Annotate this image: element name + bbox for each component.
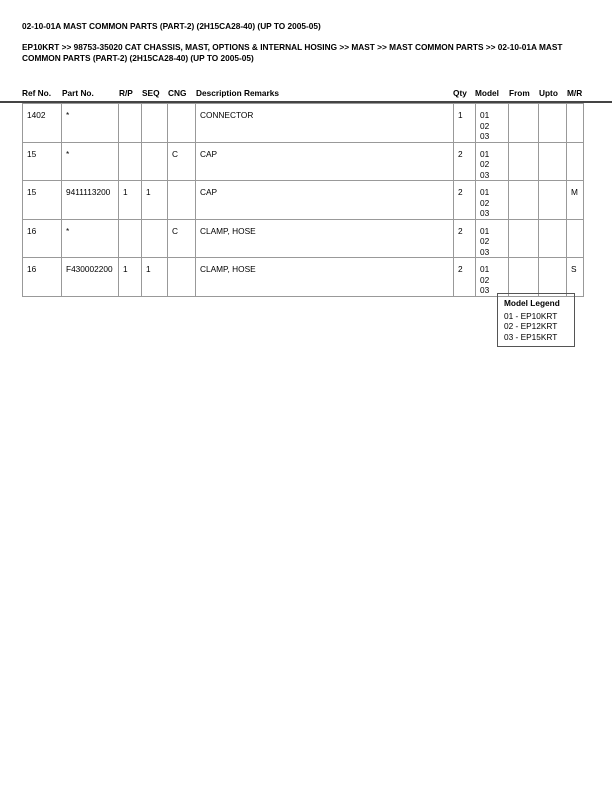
page-title: 02-10-01A MAST COMMON PARTS (PART-2) (2H15CA28-40) (UP TO 2005-05) xyxy=(22,21,321,31)
cell-part: * xyxy=(62,142,119,181)
cell-upto xyxy=(539,142,567,181)
legend-item: 03 - EP15KRT xyxy=(504,331,558,342)
col-header-upto: Upto xyxy=(539,88,558,98)
col-header-rp: R/P xyxy=(119,88,133,98)
table-row xyxy=(23,181,584,220)
cell-mr xyxy=(567,142,584,181)
col-header-from: From xyxy=(509,88,530,98)
cell-seq xyxy=(142,219,168,258)
cell-rp: 1 xyxy=(119,181,142,220)
model-code: 02 xyxy=(480,236,490,246)
table-row xyxy=(23,104,584,143)
cell-from xyxy=(509,142,539,181)
cell-cng xyxy=(168,104,196,143)
cell-part: 9411113200 xyxy=(62,181,119,220)
cell-desc: CONNECTOR xyxy=(196,104,454,143)
model-code: 02 xyxy=(480,197,490,208)
legend-item: 01 - EP10KRT xyxy=(504,310,558,321)
cell-upto xyxy=(539,219,567,258)
model-legend xyxy=(497,293,575,347)
cell-upto xyxy=(539,181,567,220)
model-code: 01 xyxy=(480,264,490,274)
cell-ref: 15 xyxy=(23,181,62,220)
model-code: 03 xyxy=(480,285,490,295)
cell-qty: 2 xyxy=(454,181,476,220)
model-code: 03 xyxy=(480,208,490,218)
cell-desc: CAP xyxy=(196,181,454,220)
cell-desc: CAP xyxy=(196,142,454,181)
cell-cng xyxy=(168,181,196,220)
cell-qty: 1 xyxy=(454,104,476,143)
col-header-cng: CNG xyxy=(168,88,187,98)
cell-seq xyxy=(142,142,168,181)
cell-seq: 1 xyxy=(142,181,168,220)
cell-mr xyxy=(567,219,584,258)
cell-ref: 1402 xyxy=(23,104,62,143)
cell-mr: M xyxy=(567,181,584,220)
cell-mr xyxy=(567,104,584,143)
cell-model xyxy=(476,181,509,220)
cell-model xyxy=(476,258,509,297)
cell-qty: 2 xyxy=(454,142,476,181)
col-header-mr: M/R xyxy=(567,88,583,98)
model-code: 02 xyxy=(480,120,490,131)
col-header-model: Model xyxy=(475,88,499,98)
cell-from xyxy=(509,104,539,143)
col-header-part: Part No. xyxy=(62,88,94,98)
col-header-desc: Description Remarks xyxy=(196,88,280,98)
model-code: 03 xyxy=(480,246,490,257)
model-code: 02 xyxy=(480,159,490,169)
cell-part: F430002200 xyxy=(62,258,119,297)
model-code: 03 xyxy=(480,131,490,141)
legend-item: 02 - EP12KRT xyxy=(504,321,558,331)
cell-desc: CLAMP, HOSE xyxy=(196,258,454,297)
table-row xyxy=(23,258,584,297)
col-header-seq: SEQ xyxy=(142,88,160,98)
cell-seq: 1 xyxy=(142,258,168,297)
cell-from xyxy=(509,258,539,297)
model-code: 01 xyxy=(480,225,490,236)
cell-ref: 15 xyxy=(23,142,62,181)
col-header-ref: Ref No. xyxy=(22,88,52,98)
cell-desc: CLAMP, HOSE xyxy=(196,219,454,258)
cell-seq xyxy=(142,104,168,143)
model-code: 01 xyxy=(480,148,490,159)
cell-upto xyxy=(539,104,567,143)
table-row xyxy=(23,142,584,181)
table-row xyxy=(23,219,584,258)
cell-rp: 1 xyxy=(119,258,142,297)
cell-rp xyxy=(119,104,142,143)
cell-ref: 16 xyxy=(23,258,62,297)
cell-model xyxy=(476,219,509,258)
model-code: 01 xyxy=(480,110,490,120)
cell-model xyxy=(476,142,509,181)
parts-table xyxy=(22,103,584,297)
cell-rp xyxy=(119,219,142,258)
cell-rp xyxy=(119,142,142,181)
cell-upto xyxy=(539,258,567,297)
cell-from xyxy=(509,219,539,258)
breadcrumb: EP10KRT >> 98753-35020 CAT CHASSIS, MAST, OPTIONS & INTERNAL HOSING >> MAST >> MAST COMMON PARTS >> 02-10-01A MAST COMMON PARTS (PART-2) (2H15CA28-40) (UP TO 2005-05) xyxy=(22,42,563,63)
cell-mr: S xyxy=(567,258,584,297)
model-code: 02 xyxy=(480,274,490,285)
cell-ref: 16 xyxy=(23,219,62,258)
col-header-qty: Qty xyxy=(453,88,467,98)
cell-qty: 2 xyxy=(454,258,476,297)
model-code: 01 xyxy=(480,187,490,197)
legend-title: Model Legend xyxy=(504,298,560,308)
cell-model xyxy=(476,104,509,143)
model-code: 03 xyxy=(480,169,490,180)
cell-qty: 2 xyxy=(454,219,476,258)
cell-from xyxy=(509,181,539,220)
cell-part: * xyxy=(62,104,119,143)
cell-part: * xyxy=(62,219,119,258)
cell-cng: C xyxy=(168,219,196,258)
cell-cng: C xyxy=(168,142,196,181)
cell-cng xyxy=(168,258,196,297)
